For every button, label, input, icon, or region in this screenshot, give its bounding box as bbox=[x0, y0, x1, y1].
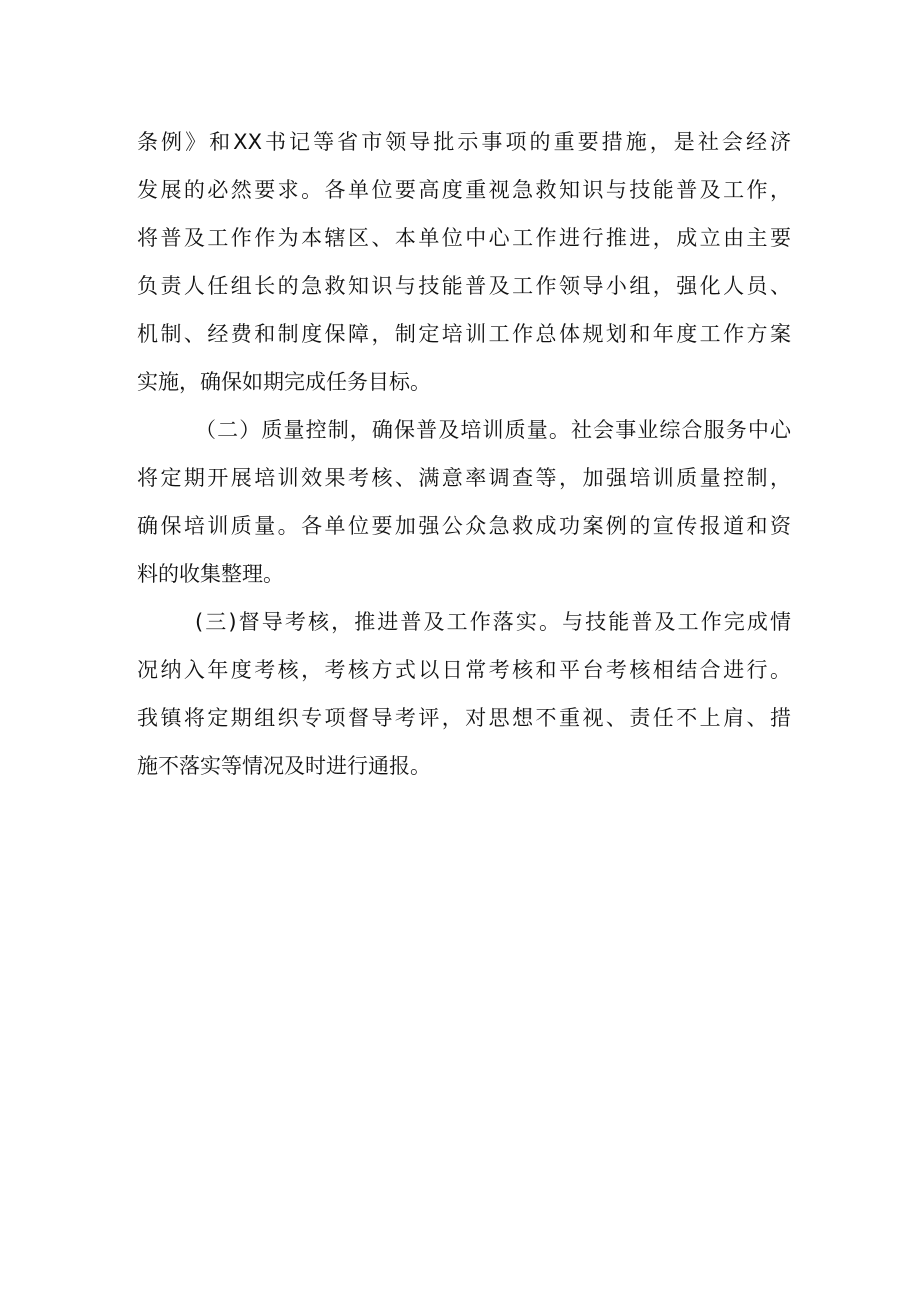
text-line: 料的收集整理。 bbox=[137, 562, 284, 586]
text-line: 确保培训质量。各单位要加强公众急救成功案例的宣传报道和资 bbox=[137, 514, 791, 538]
text-line: 我镇将定期组织专项督导考评，对思想不重视、责任不上肩、措 bbox=[137, 706, 791, 730]
text-line: 况纳入年度考核，考核方式以日常考核和平台考核相结合进行。 bbox=[137, 658, 791, 682]
text-line: 发展的必然要求。各单位要高度重视急救知识与技能普及工作， bbox=[137, 178, 791, 202]
text-line: （二）质量控制，确保普及培训质量。社会事业综合服务中心 bbox=[195, 418, 791, 442]
paragraph-continuation bbox=[137, 118, 791, 406]
paragraph-supervision bbox=[137, 598, 791, 790]
text-line: (三)督导考核，推进普及工作落实。与技能普及工作完成情 bbox=[195, 610, 791, 634]
text-line: 实施，确保如期完成任务目标。 bbox=[137, 370, 431, 394]
text-line: 机制、经费和制度保障，制定培训工作总体规划和年度工作方案 bbox=[137, 322, 791, 346]
text-line: 将定期开展培训效果考核、满意率调查等，加强培训质量控制， bbox=[137, 466, 791, 490]
text-line: 负责人任组长的急救知识与技能普及工作领导小组，强化人员、 bbox=[137, 274, 791, 298]
text-line: 将普及工作作为本辖区、本单位中心工作进行推进，成立由主要 bbox=[137, 226, 791, 250]
paragraph-quality-control bbox=[137, 406, 791, 598]
text-line: 施不落实等情况及时进行通报。 bbox=[137, 754, 431, 778]
text-line: 条例》和XX书记等省市领导批示事项的重要措施，是社会经济 bbox=[137, 130, 791, 154]
document-body bbox=[137, 118, 791, 790]
